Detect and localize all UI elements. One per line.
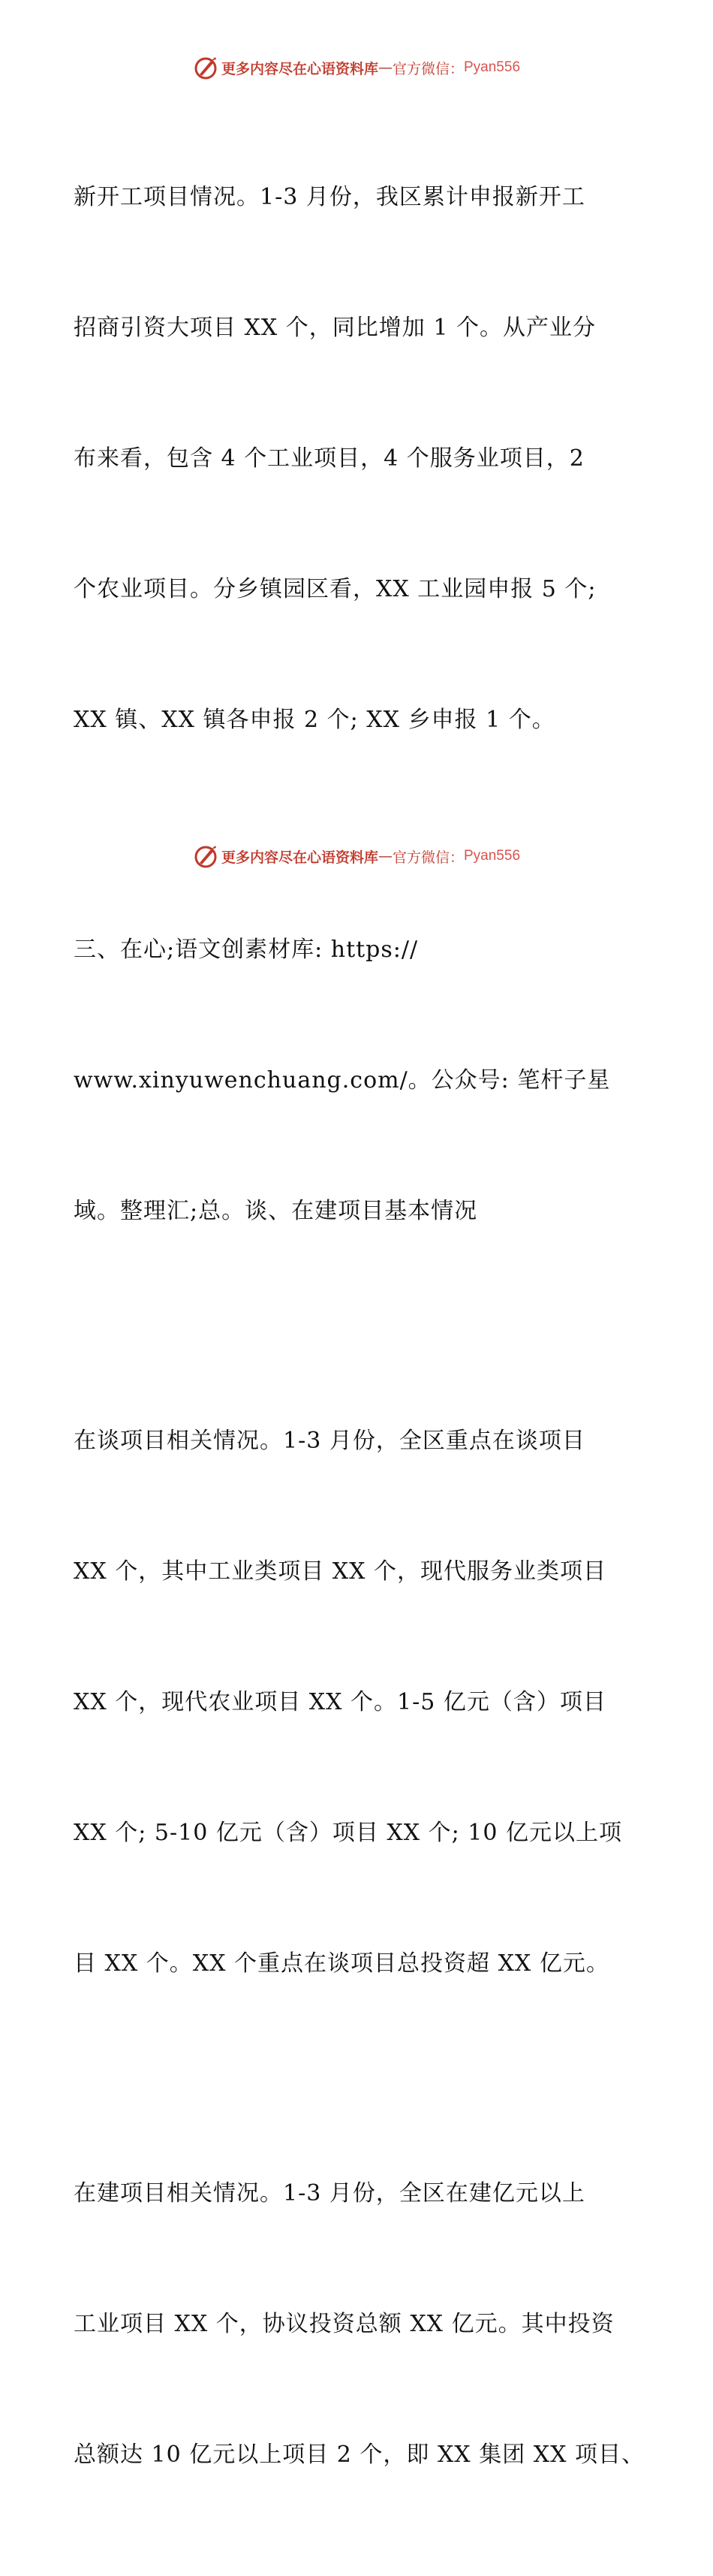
text-line: 招商引资大项目 XX 个，同比增加 1 个。从产业分 [74,315,596,341]
text-line: 个农业项目。分乡镇园区看，XX 工业园申报 5 个; [74,576,597,602]
text-line: XX 镇、XX 镇各申报 2 个; XX 乡申报 1 个。 [74,707,555,733]
text-line: 布来看，包含 4 个工业项目，4 个服务业项目，2 [74,445,585,472]
text-line: 新开工项目情况。1-3 月份，我区累计申报新开工 [74,184,585,210]
banner-separator: — [378,848,393,864]
text-line: 工业项目 XX 个，协议投资总额 XX 亿元。其中投资 [74,2311,615,2337]
text-line: 在建项目相关情况。1-3 月份，全区在建亿元以上 [74,2180,585,2206]
banner-wechat-id: Pyan556 [464,848,521,864]
paragraph-negotiating-projects [74,1332,644,2073]
text-line: 总额达 10 亿元以上项目 2 个，即 XX 集团 XX 项目、 [74,2442,645,2468]
text-line: 三、在心;语文创素材库: https:// [74,937,419,963]
paragraph-construction-projects [74,2085,644,2564]
text-line: 在谈项目相关情况。1-3 月份，全区重点在谈项目 [74,1428,585,1454]
text-line: 域。整理汇;总。谈、在建项目基本情况 [74,1198,478,1224]
document-body [74,89,644,2576]
text-line: www.xinyuwenchuang.com/。公众号: 笔杆子星 [74,1067,611,1093]
banner-brand: 更多内容尽在心语资料库 [221,849,378,866]
footer-banner [0,841,713,871]
banner-wechat-label: 官方微信： [392,849,464,866]
text-line: 目 XX 个。XX 个重点在谈项目总投资超 XX 亿元。 [74,1950,609,1977]
banner-brand: 更多内容尽在心语资料库 [221,60,378,77]
text-line: XX 个，其中工业类项目 XX 个，现代服务业类项目 [74,1558,607,1585]
paragraph-section-heading [74,841,644,1320]
header-banner [0,53,713,83]
quill-logo-icon [193,55,218,80]
quill-logo-icon [193,843,218,869]
paragraph-new-projects [74,89,644,829]
text-line: XX 个; 5-10 亿元（含）项目 XX 个; 10 亿元以上项 [74,1820,622,1846]
banner-wechat-id: Pyan556 [464,59,521,75]
banner-wechat-label: 官方微信： [392,60,464,77]
text-line: XX 个，现代农业项目 XX 个。1-5 亿元（含）项目 [74,1689,606,1715]
banner-separator: — [378,59,393,76]
